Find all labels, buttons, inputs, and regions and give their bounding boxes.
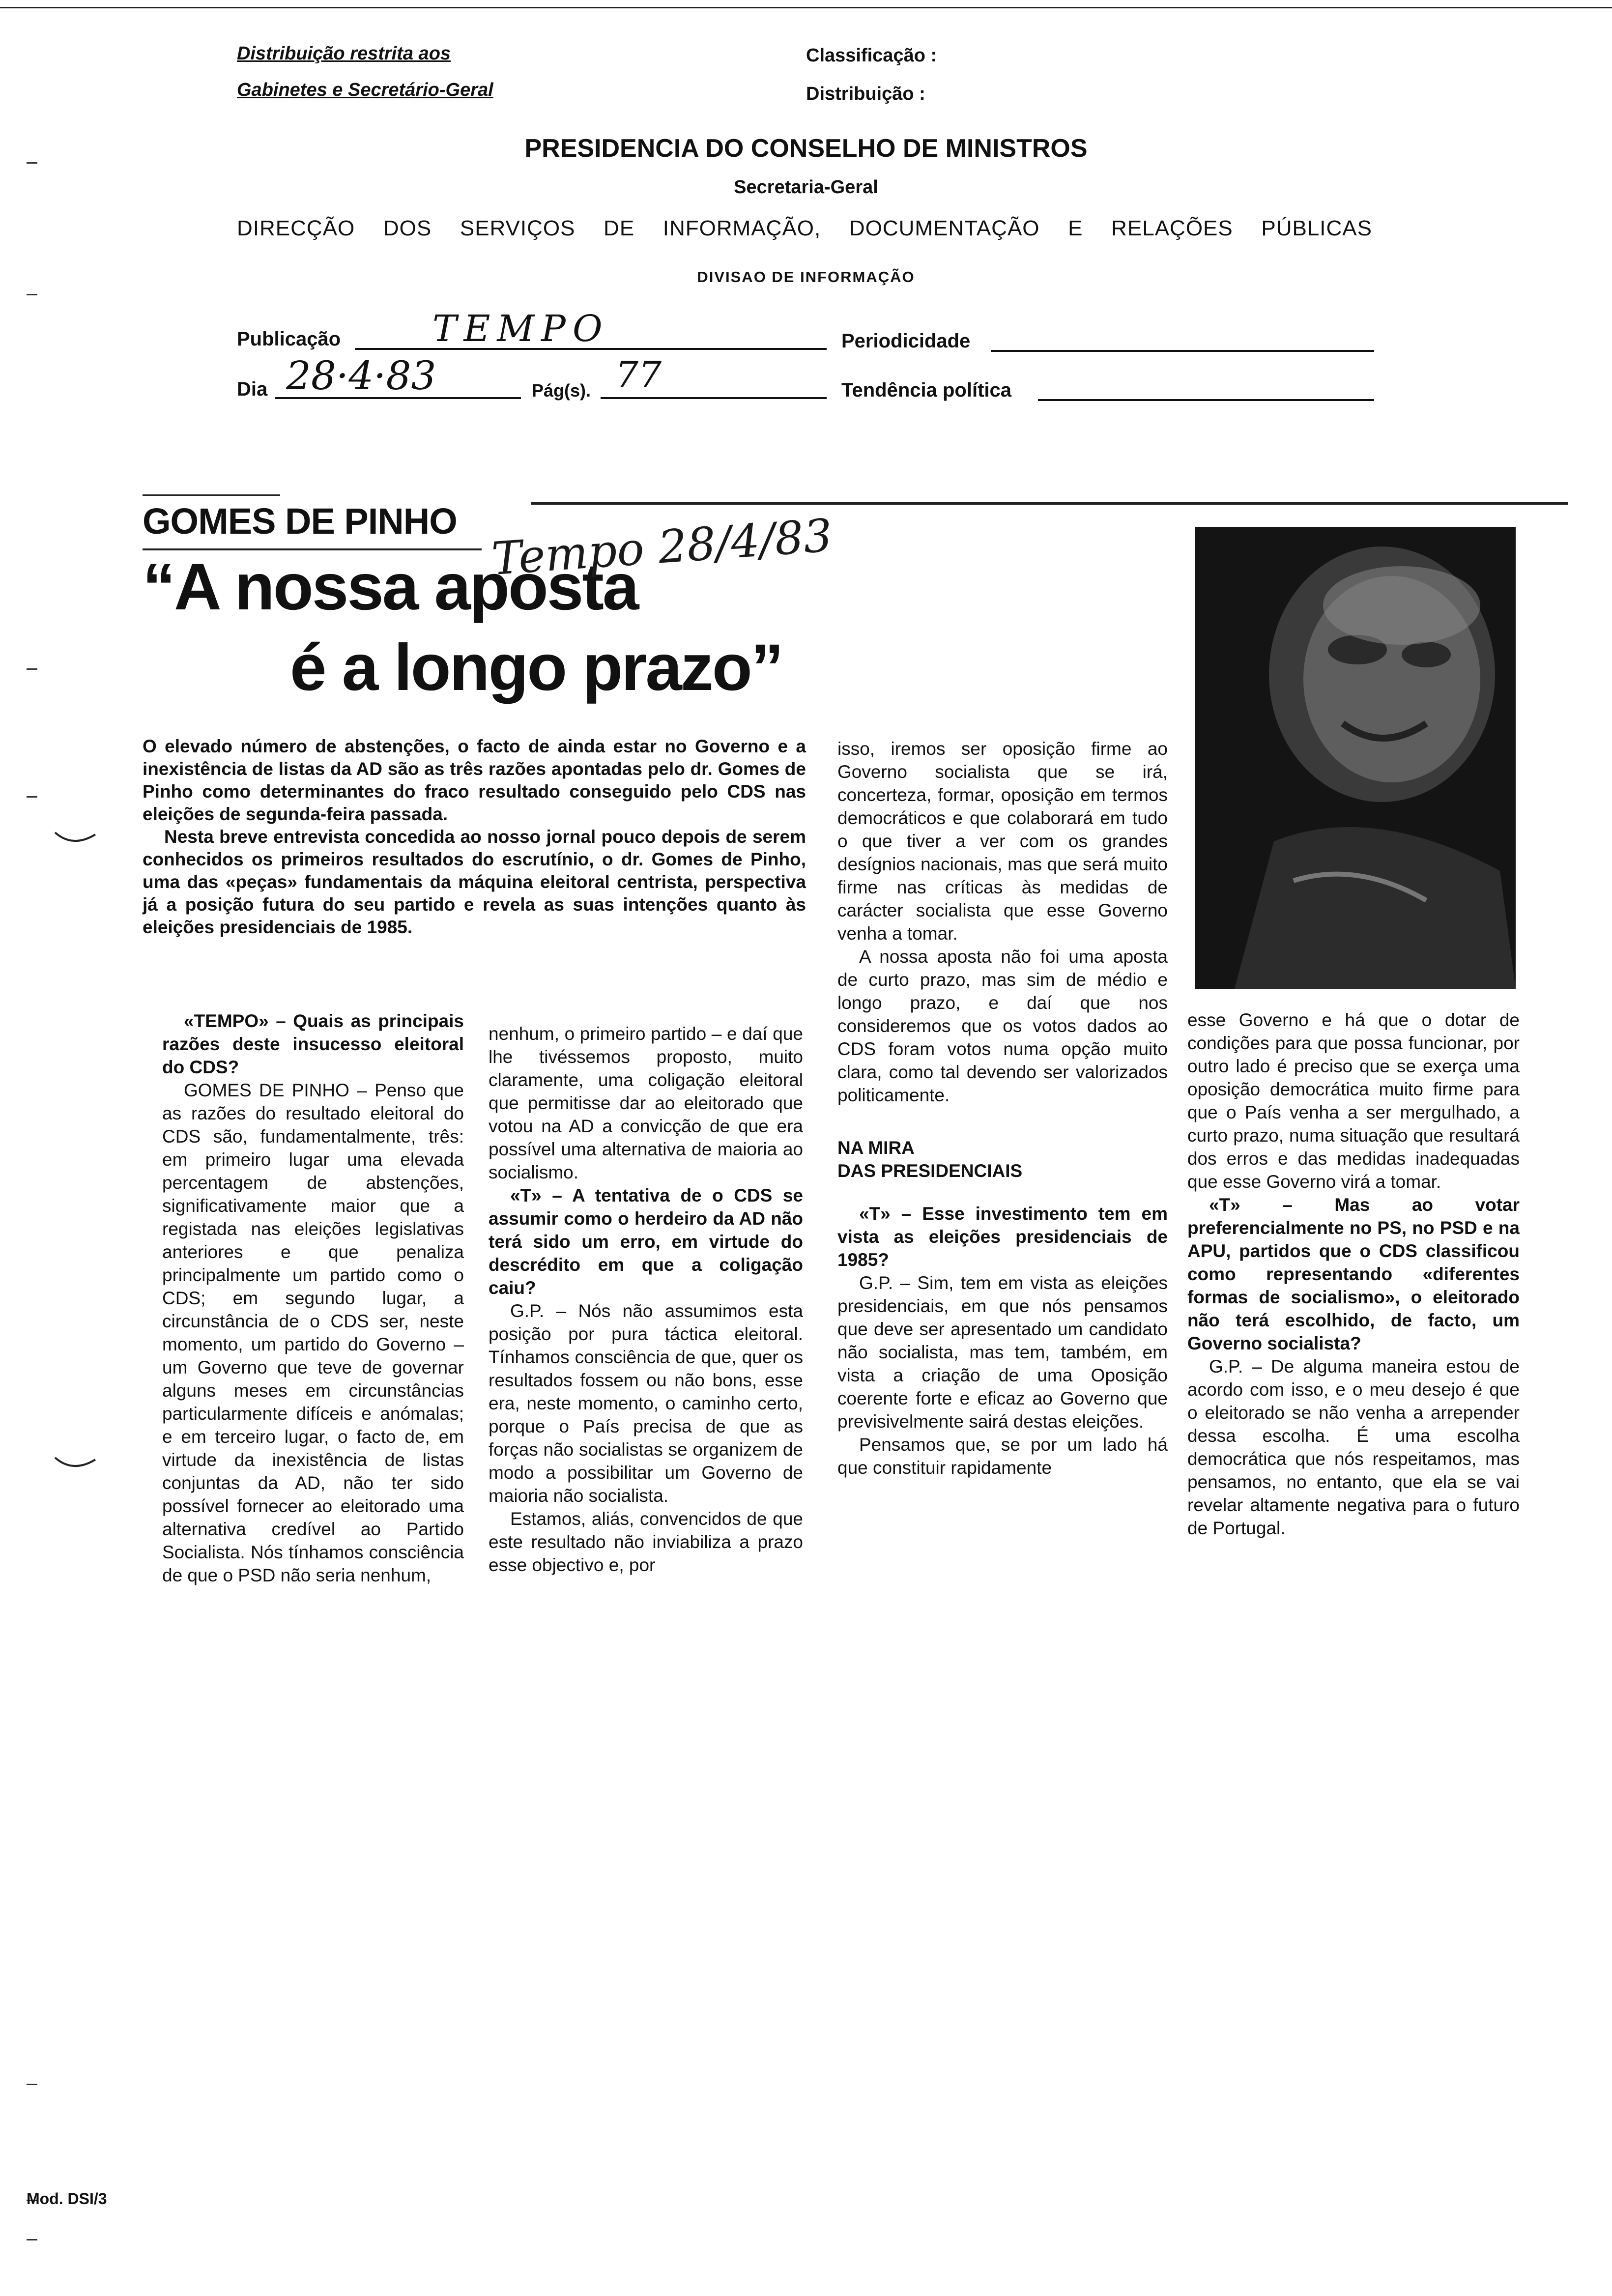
col3-subhead [837,1136,1168,1182]
binding-mark [53,1455,97,1474]
col1-question-1: «TEMPO» – Quais as principais razões deste insucesso eleitoral do CDS? [162,1011,464,1077]
article-column-2 [489,1022,803,1577]
margin-mark [27,2239,37,2240]
article-column-4 [1187,1008,1520,1540]
org-title: PRESIDENCIA DO CONSELHO DE MINISTROS [524,134,1088,163]
top-rule [0,7,1612,8]
pages-label: Pág(s). [532,380,591,401]
col4-answer-7: G.P. – De alguma maneira estou de acordo com isso, e o meu desejo é que o eleitorado se não venha a arrepender dessa escolha. É uma escolha democrática que nós respeitamos, mas pensamos, no entanto, que ela se vai revelar altamente negativa para o futuro de Portugal. [1187,1356,1520,1538]
col2-answer-3: Estamos, aliás, convencidos de que este resultado não inviabiliza a prazo esse objectivo e, por [489,1509,803,1575]
col3-answer-5: G.P. – Sim, tem em vista as eleições presidenciais, em que nós pensamos que deve ser apresentado um candidato não socialista, mas tem, também, em vista a criação de uma Oposição coerente forte e eficaz ao Governo que previsivelmente sairá destas eleições. [837,1273,1168,1432]
directorate: DIRECÇÃO DOS SERVIÇOS DE INFORMAÇÃO, DOCUMENTAÇÃO E RELAÇÕES PÚBLICAS [237,216,1372,240]
article-lede [143,735,806,939]
col1-answer-1: GOMES DE PINHO – Penso que as razões do resultado eleitoral do CDS são, fundamentalmente, três: em primeiro lugar uma elevada percentagem de abstenções, significativamente maior que a registada nas eleições legislativas anteriores e que penaliza principalmente um partido como o CDS; em segundo lugar, a circunstância de o CDS ser, neste momento, um partido do Governo – um Governo que teve de governar alguns meses em circunstâncias particularmente difíceis e anómalas; e em terceiro lugar, o facto de, em virtude da inexistência de listas conjuntas da AD, não ter sido possível fornecer ao eleitorado uma alternativa credível ao Partido Socialista. Nós tínhamos consciência de que o PSD não seria nenhum, [162,1080,464,1585]
margin-mark [27,796,37,798]
margin-mark [27,2084,37,2085]
margin-mark [27,162,37,164]
article-kicker: GOMES DE PINHO [143,501,457,542]
article-title-line2: é a longo prazo” [290,631,782,704]
model-code: Mod. DSI/3 [27,2190,107,2208]
author-photo [1195,527,1516,989]
article-top-rule [531,502,1568,505]
col3-answer-6: Pensamos que, se por um lado há que constituir rapidamente [837,1435,1168,1478]
restricted-line1: Distribuição restrita aos [237,43,451,64]
tendency-field [1038,399,1374,401]
article-top-rule-short [143,494,280,496]
lede-paragraph-1: O elevado número de abstenções, o facto de ainda estar no Governo e a inexistência de listas da AD são as três razões apontadas pelo dr. Gomes de Pinho como determinantes do fraco resultado conseguido pelo CDS nas eleições de segunda-feira passada. [143,736,806,824]
col3-answer-3: isso, iremos ser oposição firme ao Governo socialista que se irá, concerteza, formar, oposição em termos democráticos e que colaborará em tudo o que tiver a ver com os grandes desígnios nacionais, mas que será muito firme nas críticas às medidas de carácter socialista que esse Governo venha a tomar. [837,739,1168,944]
col3-subhead-line1: NA MIRA [837,1138,915,1158]
publication-value: TEMPO [432,308,609,350]
margin-mark [27,668,37,670]
article-column-3 [837,737,1168,1479]
col3-question-3: «T» – Esse investimento tem em vista as eleições presidenciais de 1985? [837,1204,1168,1270]
col4-question-4: «T» – Mas ao votar preferencialmente no PS, no PSD e na APU, partidos que o CDS classificou como representando «diferentes formas de socialismo», o eleitorado não terá escolhido, de facto, um Governo socialista? [1187,1195,1520,1353]
pages-field [601,397,827,399]
portrait-image [1195,527,1516,989]
col4-answer-6: esse Governo e há que o dotar de condições para que possa funcionar, por outro lado é preciso que se exerça uma oposição democrática muito firme para que o País venha a ser mergulhado, a curto prazo, numa situação que resultará dos erros e das medidas inadequadas que esse Governo virá a tomar. [1187,1010,1520,1192]
lede-paragraph-2: Nesta breve entrevista concedida ao nosso jornal pouco depois de serem conhecidos os primeiros resultados do escrutínio, o dr. Gomes de Pinho, uma das «peças» fundamentais da máquina eleitoral centrista, perspectiva já a posição futura do seu partido e revela as suas intenções quanto às eleições presidenciais de 1985. [143,827,806,937]
day-label: Dia [237,378,268,400]
col2-question-2: «T» – A tentativa de o CDS se assumir como o herdeiro da AD não terá sido um erro, em virtude do descrédito em que a coligação caiu? [489,1185,803,1298]
margin-mark [27,294,37,295]
division: DIVISAO DE INFORMAÇÃO [697,268,915,286]
binding-mark [53,830,97,849]
day-value: 28·4·83 [286,353,436,399]
classification-label: Classificação : [806,45,937,66]
distribution-label: Distribuição : [806,84,925,104]
col3-subhead-line2: DAS PRESIDENCIAIS [837,1161,1023,1181]
article-column-1 [162,1009,464,1587]
col2-answer-1: nenhum, o primeiro partido – e daí que lhe tivéssemos proposto, muito claramente, uma coligação eleitoral que permitisse dar ao eleitorado que votou na AD a convicção de que era possível uma alternativa de maioria ao socialismo. [489,1024,803,1182]
tendency-label: Tendência política [841,379,1011,401]
handwritten-note: Tempo 28/4/83 [490,509,834,586]
pages-value: 77 [615,354,662,396]
col3-answer-4: A nossa aposta não foi uma aposta de curto prazo, mas sim de médio e longo prazo, e daí que nos consideremos que os votos dados ao CDS foram votos numa opção muito clara, como tal devendo ser valorizados politicamente. [837,947,1168,1105]
article-title-line1: “A nossa aposta [143,550,638,624]
org-subtitle: Secretaria-Geral [734,177,878,198]
periodicity-label: Periodicidade [841,330,971,352]
publication-label: Publicação [237,328,341,350]
periodicity-field [991,350,1374,352]
col2-answer-2: G.P. – Nós não assumimos esta posição por pura táctica eleitoral. Tínhamos consciência de que, quer os resultados fossem ou não bons, esse era, neste momento, o caminho certo, porque o País precisa de que as forças não socialistas se organizem de modo a possibilitar um Governo de maioria não socialista. [489,1301,803,1506]
restricted-line2: Gabinetes e Secretário-Geral [237,80,493,100]
